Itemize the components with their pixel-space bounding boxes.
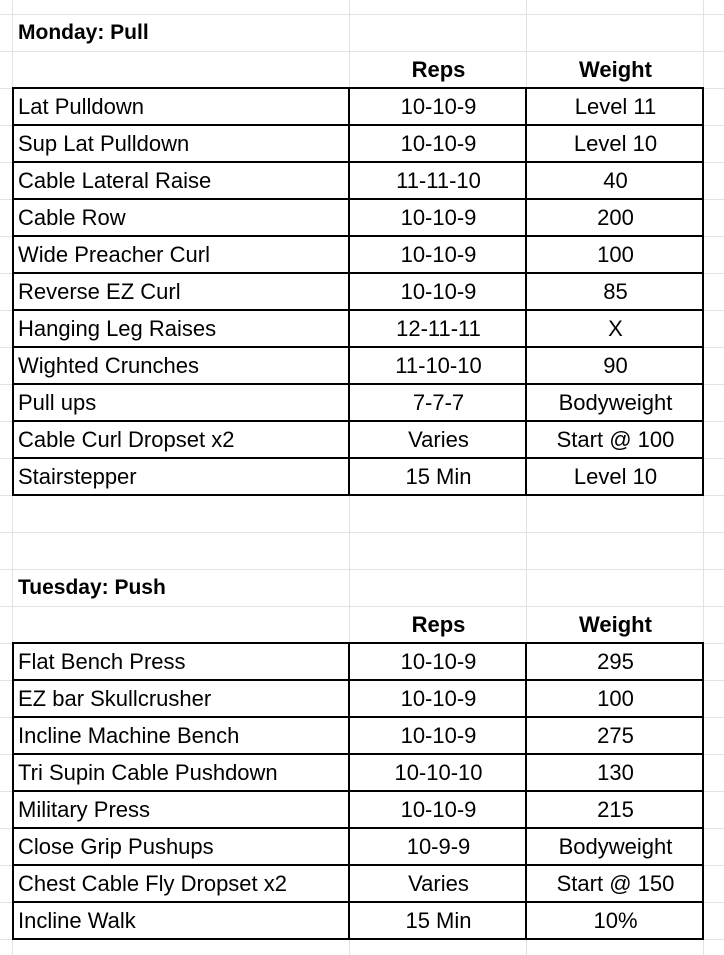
weight-cell[interactable]: 215 xyxy=(597,797,634,822)
reps-cell[interactable]: 10-10-9 xyxy=(400,205,477,230)
row-divider xyxy=(12,457,704,459)
exercise-cell[interactable]: Incline Machine Bench xyxy=(18,723,240,748)
reps-cell[interactable]: 10-10-9 xyxy=(400,649,477,674)
reps-cell[interactable]: 10-10-10 xyxy=(394,760,483,785)
column-divider xyxy=(525,642,527,940)
weight-cell[interactable]: 85 xyxy=(603,279,628,304)
exercise-cell[interactable]: EZ bar Skullcrusher xyxy=(18,686,212,711)
row-divider xyxy=(12,346,704,348)
reps-cell[interactable]: 10-10-9 xyxy=(400,242,477,267)
row-divider xyxy=(12,235,704,237)
row-divider xyxy=(12,272,704,274)
reps-cell[interactable]: 10-10-9 xyxy=(400,131,477,156)
row-divider xyxy=(12,864,704,866)
reps-cell[interactable]: Varies xyxy=(408,871,469,896)
exercise-cell[interactable]: Sup Lat Pulldown xyxy=(18,131,190,156)
weight-cell[interactable]: 90 xyxy=(603,353,628,378)
exercise-cell[interactable]: Wide Preacher Curl xyxy=(18,242,210,267)
reps-cell[interactable]: 10-10-9 xyxy=(400,94,477,119)
header-row xyxy=(0,606,724,643)
reps-header[interactable]: Reps xyxy=(411,57,466,82)
row-divider xyxy=(12,790,704,792)
section-title-row xyxy=(0,14,724,51)
weight-cell[interactable]: Bodyweight xyxy=(558,390,673,415)
reps-cell[interactable]: 10-10-9 xyxy=(400,723,477,748)
row-divider xyxy=(12,679,704,681)
weight-cell[interactable]: Bodyweight xyxy=(558,834,673,859)
weight-cell[interactable]: 10% xyxy=(593,908,638,933)
weight-cell[interactable]: Level 10 xyxy=(573,131,658,156)
weight-cell[interactable]: Level 10 xyxy=(573,464,658,489)
reps-cell[interactable]: 15 Min xyxy=(405,908,472,933)
column-divider xyxy=(348,642,350,940)
reps-cell[interactable]: 15 Min xyxy=(405,464,472,489)
row-divider xyxy=(12,383,704,385)
row-divider xyxy=(12,161,704,163)
weight-cell[interactable]: 200 xyxy=(597,205,634,230)
reps-cell[interactable]: 11-10-10 xyxy=(395,353,482,378)
exercise-cell[interactable]: Cable Curl Dropset x2 xyxy=(18,427,235,452)
row-divider xyxy=(12,420,704,422)
section-title-row xyxy=(0,569,724,606)
weight-cell[interactable]: 100 xyxy=(597,242,634,267)
column-divider xyxy=(525,87,527,496)
exercise-cell[interactable]: Military Press xyxy=(18,797,151,822)
exercise-cell[interactable]: Close Grip Pushups xyxy=(18,834,214,859)
exercise-cell[interactable]: Reverse EZ Curl xyxy=(18,279,181,304)
weight-cell[interactable]: 100 xyxy=(597,686,634,711)
exercise-cell[interactable]: Lat Pulldown xyxy=(18,94,144,119)
exercise-cell[interactable]: Hanging Leg Raises xyxy=(18,316,217,341)
weight-cell[interactable]: Start @ 150 xyxy=(556,871,675,896)
weight-cell[interactable]: 275 xyxy=(597,723,634,748)
exercise-cell[interactable]: Pull ups xyxy=(18,390,97,415)
reps-cell[interactable]: 7-7-7 xyxy=(412,390,465,415)
reps-cell[interactable]: 10-10-9 xyxy=(400,797,477,822)
exercise-cell[interactable]: Cable Lateral Raise xyxy=(18,168,212,193)
weight-cell[interactable]: 295 xyxy=(597,649,634,674)
weight-header[interactable]: Weight xyxy=(579,612,652,637)
reps-cell[interactable]: Varies xyxy=(408,427,469,452)
gridline xyxy=(0,532,724,533)
row-divider xyxy=(12,901,704,903)
row-divider xyxy=(12,309,704,311)
exercise-cell[interactable]: Cable Row xyxy=(18,205,126,230)
exercise-cell[interactable]: Stairstepper xyxy=(18,464,137,489)
reps-cell[interactable]: 10-10-9 xyxy=(400,279,477,304)
reps-cell[interactable]: 11-11-10 xyxy=(396,168,481,193)
section-title[interactable]: Tuesday: Push xyxy=(18,576,166,599)
row-divider xyxy=(12,198,704,200)
weight-cell[interactable]: Start @ 100 xyxy=(556,427,675,452)
exercise-cell[interactable]: Wighted Crunches xyxy=(18,353,199,378)
exercise-cell[interactable]: Flat Bench Press xyxy=(18,649,186,674)
reps-cell[interactable]: 12-11-11 xyxy=(396,316,481,341)
reps-cell[interactable]: 10-10-9 xyxy=(400,686,477,711)
row-divider xyxy=(12,827,704,829)
table-border xyxy=(12,87,704,496)
reps-cell[interactable]: 10-9-9 xyxy=(406,834,471,859)
weight-cell[interactable]: Level 11 xyxy=(574,94,657,119)
header-row xyxy=(0,51,724,88)
row-divider xyxy=(12,716,704,718)
row-divider xyxy=(12,124,704,126)
weight-cell[interactable]: 130 xyxy=(597,760,634,785)
exercise-cell[interactable]: Incline Walk xyxy=(18,908,136,933)
row-divider xyxy=(12,753,704,755)
exercise-cell[interactable]: Tri Supin Cable Pushdown xyxy=(18,760,278,785)
weight-cell[interactable]: X xyxy=(608,316,623,341)
weight-header[interactable]: Weight xyxy=(579,57,652,82)
column-divider xyxy=(348,87,350,496)
section-title[interactable]: Monday: Pull xyxy=(18,21,149,44)
reps-header[interactable]: Reps xyxy=(411,612,466,637)
exercise-cell[interactable]: Chest Cable Fly Dropset x2 xyxy=(18,871,287,896)
weight-cell[interactable]: 40 xyxy=(603,168,628,193)
